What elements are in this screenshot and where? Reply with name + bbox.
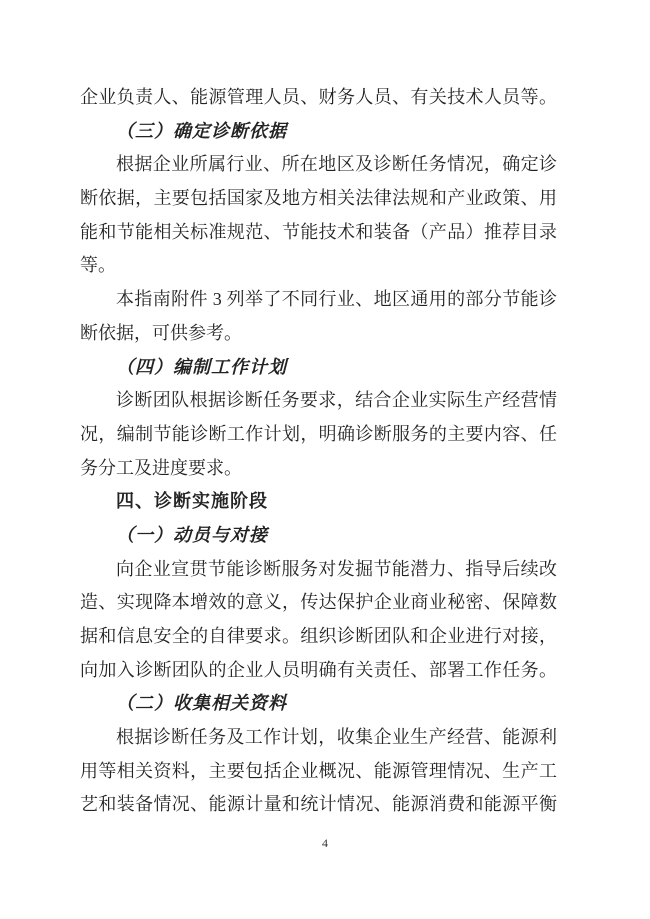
body-text-line: 向企业宣贯节能诊断服务对发掘节能潜力、指导后续改 (116, 558, 557, 579)
body-text-line: 向加入诊断团队的企业人员明确有关责任、部署工作任务。 (80, 659, 557, 680)
body-text-line: 据和信息安全的自律要求。组织诊断团队和企业进行对接， (80, 626, 557, 646)
body-text-line: 务分工及进度要求。 (80, 457, 242, 478)
body-text-line: 根据诊断任务及工作计划，收集企业生产经营、能源利 (116, 727, 557, 748)
body-text-line: 艺和装备情况、能源计量和统计情况、能源消费和能源平衡 (80, 794, 557, 815)
body-text-line: 本指南附件 3 列举了不同行业、地区通用的部分节能诊 (116, 289, 557, 310)
subsection-heading: （二）收集相关资料 (116, 693, 287, 714)
body-text-line: 企业负责人、能源管理人员、财务人员、有关技术人员等。 (80, 87, 557, 107)
body-text-line: 等。 (80, 255, 116, 276)
body-text-line: 断依据，主要包括国家及地方相关法律法规和产业政策、用 (80, 188, 557, 209)
body-text-line: 能和节能相关标准规范、节能技术和装备（产品）推荐目录 (80, 221, 557, 242)
body-text-line: 根据企业所属行业、所在地区及诊断任务情况，确定诊 (116, 154, 557, 175)
body-text-line: 断依据，可供参考。 (80, 322, 242, 343)
page-number: 4 (322, 836, 328, 850)
body-text-line: 造、实现降本增效的意义，传达保护企业商业秘密、保障数 (80, 592, 557, 613)
subsection-heading: （三）确定诊断依据 (116, 120, 287, 141)
section-heading: 四、诊断实施阶段 (116, 491, 268, 512)
body-text-line: 况，编制节能诊断工作计划，明确诊断服务的主要内容、任 (80, 423, 557, 444)
body-text-line: 用等相关资料，主要包括企业概况、能源管理情况、生产工 (80, 760, 557, 781)
body-text-line: 诊断团队根据诊断任务要求，结合企业实际生产经营情 (116, 390, 557, 411)
subsection-heading: （一）动员与对接 (116, 524, 268, 545)
document-text-block (80, 81, 557, 822)
subsection-heading: （四）编制工作计划 (116, 356, 287, 377)
